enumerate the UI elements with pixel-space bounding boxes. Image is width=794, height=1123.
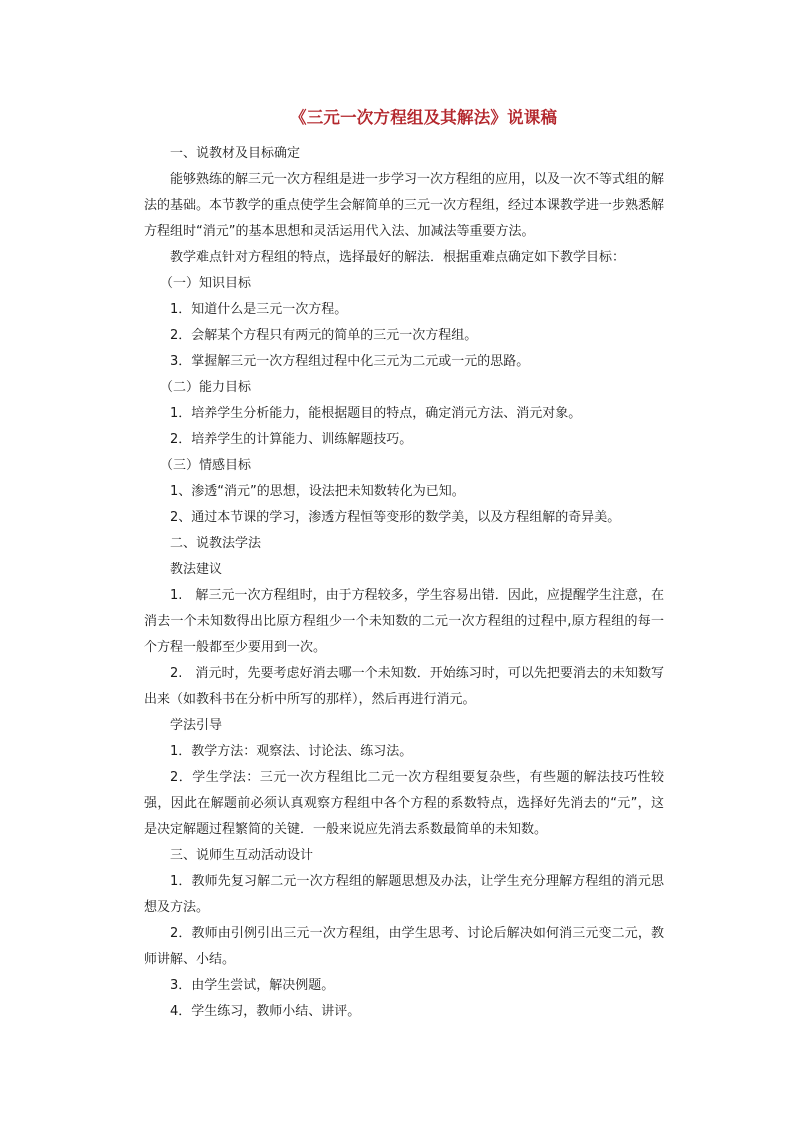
section-heading: 二、说教法学法: [170, 536, 262, 551]
list-item: 1. 解三元一次方程组时，由于方程较多，学生容易出错．因此，应提醒学生注意，在消去一个未知数得出比原方程组少一个未知数的二元一次方程组的过程中,原方程组的每一个方程一般都至少要用到一次。: [144, 588, 664, 655]
list-item: 2．会解某个方程只有两元的简单的三元一次方程组。: [170, 328, 478, 343]
paragraph: 教学难点针对方程组的特点，选择最好的解法．根据重难点确定如下教学目标：: [170, 250, 626, 265]
list-item: 1、渗透“消元”的思想，设法把未知数转化为已知。: [170, 484, 465, 499]
subsection-heading: 教法建议: [170, 562, 223, 577]
subsection-heading: 学法引导: [170, 718, 223, 733]
list-item: 1．教师先复习解二元一次方程组的解题思想及办法，让学生充分理解方程组的消元思想及方法。: [144, 874, 664, 915]
list-item: 2、通过本节课的学习，渗透方程恒等变形的数学美，以及方程组解的奇异美。: [170, 510, 621, 525]
list-item: 1．知道什么是三元一次方程。: [170, 302, 348, 317]
list-item: 2．培养学生的计算能力、训练解题技巧。: [170, 432, 413, 447]
subsection-heading: （三）情感目标: [160, 458, 252, 473]
list-item: 2．教师由引例引出三元一次方程组，由学生思考、讨论后解决如何消三元变二元，教师讲解、小结。: [144, 926, 664, 967]
list-item: 2．学生学法：三元一次方程组比二元一次方程组要复杂些，有些题的解法技巧性较强，因此在解题前必须认真观察方程组中各个方程的系数特点，选择好先消去的“元”，这是决定解题过程繁简的关键．一般来说应先消去系数最简单的未知数。: [144, 770, 664, 837]
list-item: 3．掌握解三元一次方程组过程中化三元为二元或一元的思路。: [170, 354, 530, 369]
section-heading: 三、说师生互动活动设计: [170, 848, 314, 863]
subsection-heading: （二）能力目标: [160, 380, 252, 395]
document-title: 《三元一次方程组及其解法》说课稿: [290, 108, 558, 127]
section-heading: 一、说教材及目标确定: [170, 146, 301, 161]
subsection-heading: （一）知识目标: [160, 276, 252, 291]
paragraph: 能够熟练的解三元一次方程组是进一步学习一次方程组的应用，以及一次不等式组的解法的基础。本节教学的重点使学生会解简单的三元一次方程组，经过本课教学进一步熟悉解方程组时“消元”的基本思想和灵活运用代入法、加减法等重要方法。: [144, 172, 665, 239]
list-item: 4．学生练习，教师小结、讲评。: [170, 1004, 361, 1019]
list-item: 1．教学方法：观察法、讨论法、练习法。: [170, 744, 413, 759]
list-item: 3．由学生尝试，解决例题。: [170, 978, 335, 993]
document-body: [144, 141, 664, 1025]
list-item: 2. 消元时，先要考虑好消去哪一个未知数．开始练习时，可以先把要消去的未知数写出来（如教科书在分析中所写的那样），然后再进行消元。: [144, 666, 664, 707]
list-item: 1．培养学生分析能力，能根据题目的特点，确定消元方法、消元对象。: [170, 406, 582, 421]
